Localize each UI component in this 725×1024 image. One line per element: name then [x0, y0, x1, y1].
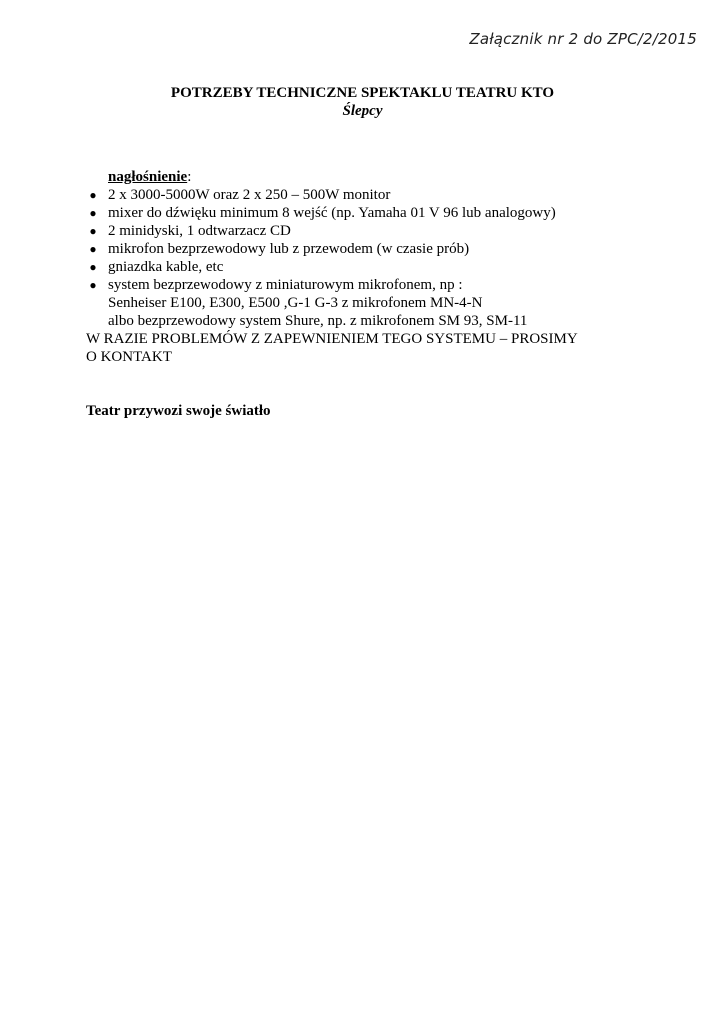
list-item-text: mikrofon bezprzewodowy lub z przewodem (w czasie prób) — [108, 241, 470, 257]
list-item-subline: albo bezprzewodowy system Shure, np. z mikrofonem SM 93, SM-11 — [108, 313, 528, 329]
bullet-icon: ● — [89, 206, 97, 220]
bullet-icon: ● — [89, 278, 97, 292]
requirements-list — [86, 186, 606, 330]
section-heading-colon: : — [187, 169, 192, 185]
list-item — [86, 204, 606, 222]
content — [86, 168, 606, 420]
bullet-icon: ● — [89, 242, 97, 256]
list-item — [86, 222, 606, 240]
bullet-icon: ● — [89, 260, 97, 274]
list-item-text: system bezprzewodowy z miniaturowym mikrofonem, np : — [108, 277, 463, 293]
section-heading — [86, 168, 606, 186]
annex-note: Załącznik nr 2 do ZPC/2/2015 — [469, 30, 697, 48]
list-item-text: 2 x 3000-5000W oraz 2 x 250 – 500W monitor — [108, 187, 391, 203]
bullet-icon: ● — [89, 224, 97, 238]
warning-text: W RAZIE PROBLEMÓW Z ZAPEWNIENIEM TEGO SYSTEMU – PROSIMY O KONTAKT — [86, 331, 578, 365]
list-item — [86, 240, 606, 258]
list-item-text: 2 minidyski, 1 odtwarzacz CD — [108, 223, 291, 239]
final-note: Teatr przywozi swoje światło — [86, 403, 271, 419]
list-item-text: mixer do dźwięku minimum 8 wejść (np. Yamaha 01 V 96 lub analogowy) — [108, 205, 556, 221]
list-item — [86, 276, 606, 330]
document-subtitle: Ślepcy — [342, 103, 383, 119]
bullet-icon: ● — [89, 188, 97, 202]
list-item-subline: Senheiser E100, E300, E500 ,G-1 G-3 z mikrofonem MN-4-N — [108, 295, 483, 311]
section-heading-text: nagłośnienie — [108, 169, 188, 185]
list-item-text: gniazdka kable, etc — [108, 259, 224, 275]
list-item — [86, 186, 606, 204]
document-title: POTRZEBY TECHNICZNE SPEKTAKLU TEATRU KTO — [170, 85, 555, 101]
list-item — [86, 258, 606, 276]
